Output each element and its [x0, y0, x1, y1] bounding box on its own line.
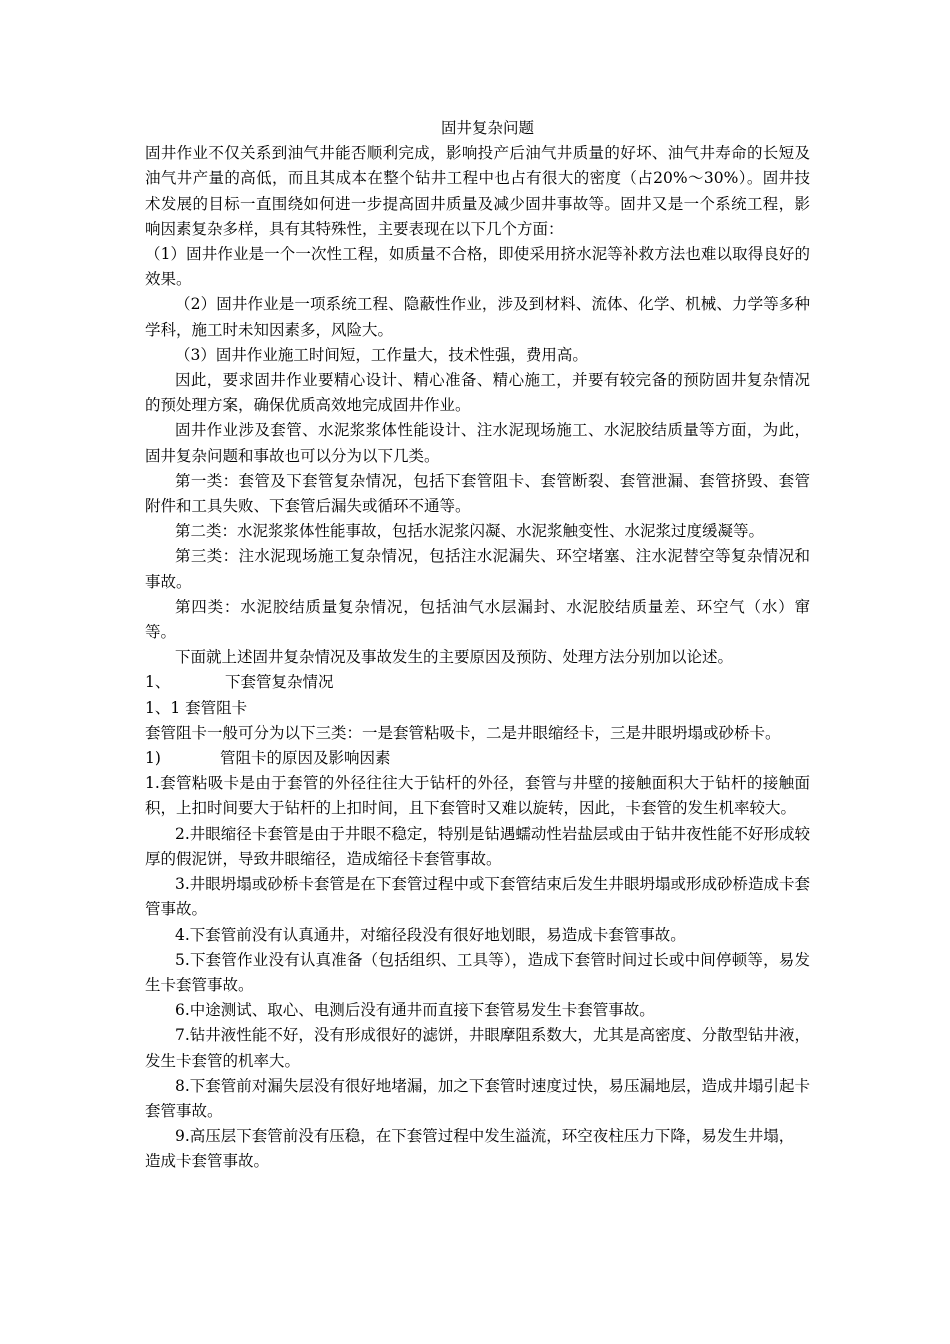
scope-paragraph: 固井作业涉及套管、水泥浆浆体性能设计、注水泥现场施工、水泥胶结质量等方面，为此，固井复杂问题和事故也可以分为以下几类。 — [145, 421, 810, 465]
subsection-1-title: 管阻卡的原因及影响因素 — [220, 749, 391, 768]
cause-item-4: 4.下套管前没有认真通井，对缩径段没有很好地划眼，易造成卡套管事故。 — [175, 925, 686, 944]
cause-item-7: 7.钻井液性能不好，没有形成很好的滤饼，井眼摩阻系数大，尤其是高密度、分散型钻井液，发生卡套管的机率大。 — [145, 1026, 810, 1070]
point-2-paragraph: （2）固井作业是一项系统工程、隐蔽性作业，涉及到材料、流体、化学、机械、力学等多种学科，施工时未知因素多，风险大。 — [145, 295, 810, 339]
cause-item-5: 5.下套管作业没有认真准备（包括组织、工具等），造成下套管时间过长或中间停顿等，易发生卡套管事故。 — [145, 950, 810, 994]
cause-item-1: 1.套管粘吸卡是由于套管的外径往往大于钻杆的外径，套管与井壁的接触面积大于钻杆的接触面积，上扣时间要大于钻杆的上扣时间，且下套管时又难以旋转，因此，卡套管的发生机率较大。 — [145, 774, 810, 818]
overview-paragraph: 下面就上述固井复杂情况及事故发生的主要原因及预防、处理方法分别加以论述。 — [175, 648, 734, 667]
point-1-paragraph: （1）固井作业是一个一次性工程，如质量不合格，即使采用挤水泥等补救方法也难以取得良好的效果。 — [145, 245, 810, 289]
section-1-title: 下套管复杂情况 — [225, 673, 334, 692]
document-title: 固井复杂问题 — [440, 119, 534, 137]
section-1-heading — [145, 670, 810, 695]
category-3-paragraph: 第三类：注水泥现场施工复杂情况，包括注水泥漏失、环空堵塞、注水泥替空等复杂情况和事故。 — [145, 547, 810, 591]
category-1-paragraph: 第一类：套管及下套管复杂情况，包括下套管阻卡、套管断裂、套管泄漏、套管挤毁、套管附件和工具失败、下套管后漏失或循环不通等。 — [145, 471, 810, 516]
cause-item-3: 3.井眼坍塌或砂桥卡套管是在下套管过程中或下套管结束后发生井眼坍塌或形成砂桥造成卡套管事故。 — [145, 875, 810, 919]
cause-item-9-continuation: 造成卡套管事故。 — [145, 1152, 270, 1171]
cause-item-2: 2.井眼缩径卡套管是由于井眼不稳定，特别是钻遇蠕动性岩盐层或由于钻井夜性能不好形成较厚的假泥饼，导致井眼缩径，造成缩径卡套管事故。 — [145, 824, 810, 868]
cause-item-6: 6.中途测试、取心、电测后没有通井而直接下套管易发生卡套管事故。 — [175, 1001, 655, 1020]
category-2-paragraph: 第二类：水泥浆浆体性能事故，包括水泥浆闪凝、水泥浆触变性、水泥浆过度缓凝等。 — [175, 522, 765, 541]
section-1-1-heading: 1、1 套管阻卡 — [145, 698, 248, 717]
cause-item-8: 8.下套管前对漏失层没有很好地堵漏，加之下套管时速度过快，易压漏地层，造成井塌引起卡套管事故。 — [145, 1076, 810, 1120]
category-4-paragraph: 第四类：水泥胶结质量复杂情况，包括油气水层漏封、水泥胶结质量差、环空气（水）窜等。 — [145, 597, 810, 642]
section-1-1-text: 套管阻卡一般可分为以下三类：一是套管粘吸卡，二是井眼缩经卡，三是井眼坍塌或砂桥卡。 — [145, 723, 781, 742]
therefore-paragraph: 因此，要求固井作业要精心设计、精心准备、精心施工，并要有较完备的预防固井复杂情况的预处理方案，确保优质高效地完成固井作业。 — [145, 371, 810, 415]
subsection-1-number: 1) — [145, 749, 161, 768]
document-body — [145, 116, 810, 1175]
point-3-paragraph: （3）固井作业施工时间短，工作量大，技术性强，费用高。 — [175, 345, 588, 364]
subsection-1-heading — [145, 746, 810, 771]
intro-paragraph: 固井作业不仅关系到油气井能否顺利完成，影响投产后油气井质量的好坏、油气井寿命的长短及油气井产量的高低，而且其成本在整个钻井工程中也占有很大的密度（占20%～30%）。固井技术发展的目标一直围绕如何进一步提高固井质量及减少固井事故等。固井又是一个系统工程，影响因素复杂多样，具有其特殊性，主要表现在以下几个方面： — [145, 144, 810, 238]
section-1-number: 1、 — [145, 673, 171, 692]
cause-item-9: 9.高压层下套管前没有压稳，在下套管过程中发生溢流，环空夜柱压力下降，易发生井塌， — [175, 1127, 795, 1146]
